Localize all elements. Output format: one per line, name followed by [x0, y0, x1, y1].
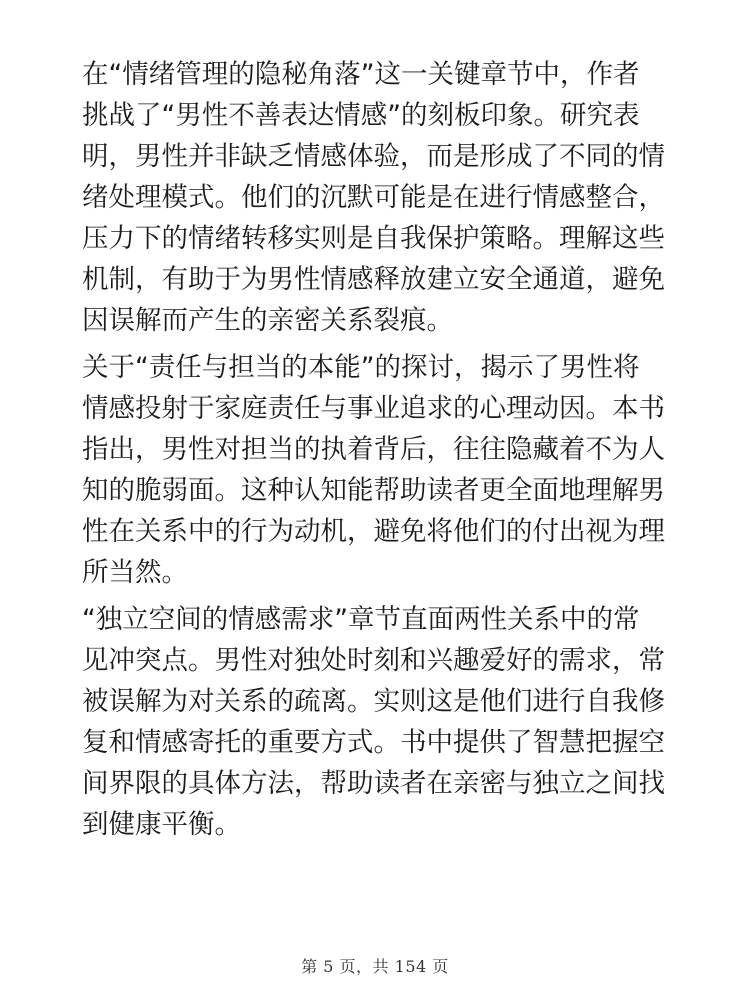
text-line: “独立空间的情感需求”章节直面两性关系中的常: [82, 604, 640, 635]
text-line: 关于“责任与担当的本能”的探讨，揭示了男性将: [82, 352, 640, 383]
paragraph-responsibility: [82, 347, 682, 593]
text-line: 在“情绪管理的隐秘角落”这一关键章节中，作者: [82, 59, 640, 90]
text-line: 挑战了“男性不善表达情感”的刻板印象。研究表: [82, 100, 640, 131]
text-line: 压力下的情绪转移实则是自我保护策略。理解这些: [82, 223, 665, 254]
text-line: 所当然。: [82, 557, 188, 588]
text-line: 情感投射于家庭责任与事业追求的心理动因。本书: [82, 393, 665, 424]
paragraph-independent-space: [82, 599, 682, 845]
body-text: [82, 54, 682, 851]
text-line: 间界限的具体方法，帮助读者在亲密与独立之间找: [82, 768, 665, 799]
text-line: 见冲突点。男性对独处时刻和兴趣爱好的需求，常: [82, 645, 665, 676]
text-line: 因误解而产生的亲密关系裂痕。: [82, 305, 453, 336]
text-line: 机制，有助于为男性情感释放建立安全通道，避免: [82, 264, 665, 295]
text-line: 指出，男性对担当的执着背后，往往隐藏着不为人: [82, 434, 665, 465]
text-line: 绪处理模式。他们的沉默可能是在进行情感整合，: [82, 182, 665, 213]
text-line: 复和情感寄托的重要方式。书中提供了智慧把握空: [82, 727, 665, 758]
text-line: 明，男性并非缺乏情感体验，而是形成了不同的情: [82, 141, 665, 172]
text-line: 被误解为对关系的疏离。实则这是他们进行自我修: [82, 686, 665, 717]
text-line: 到健康平衡。: [82, 809, 241, 840]
text-line: 性在关系中的行为动机，避免将他们的付出视为理: [82, 516, 665, 547]
text-line: 知的脆弱面。这种认知能帮助读者更全面地理解男: [82, 475, 665, 506]
page-number-footer: 第 5 页，共 154 页: [301, 957, 449, 976]
paragraph-emotion-management: [82, 54, 682, 341]
